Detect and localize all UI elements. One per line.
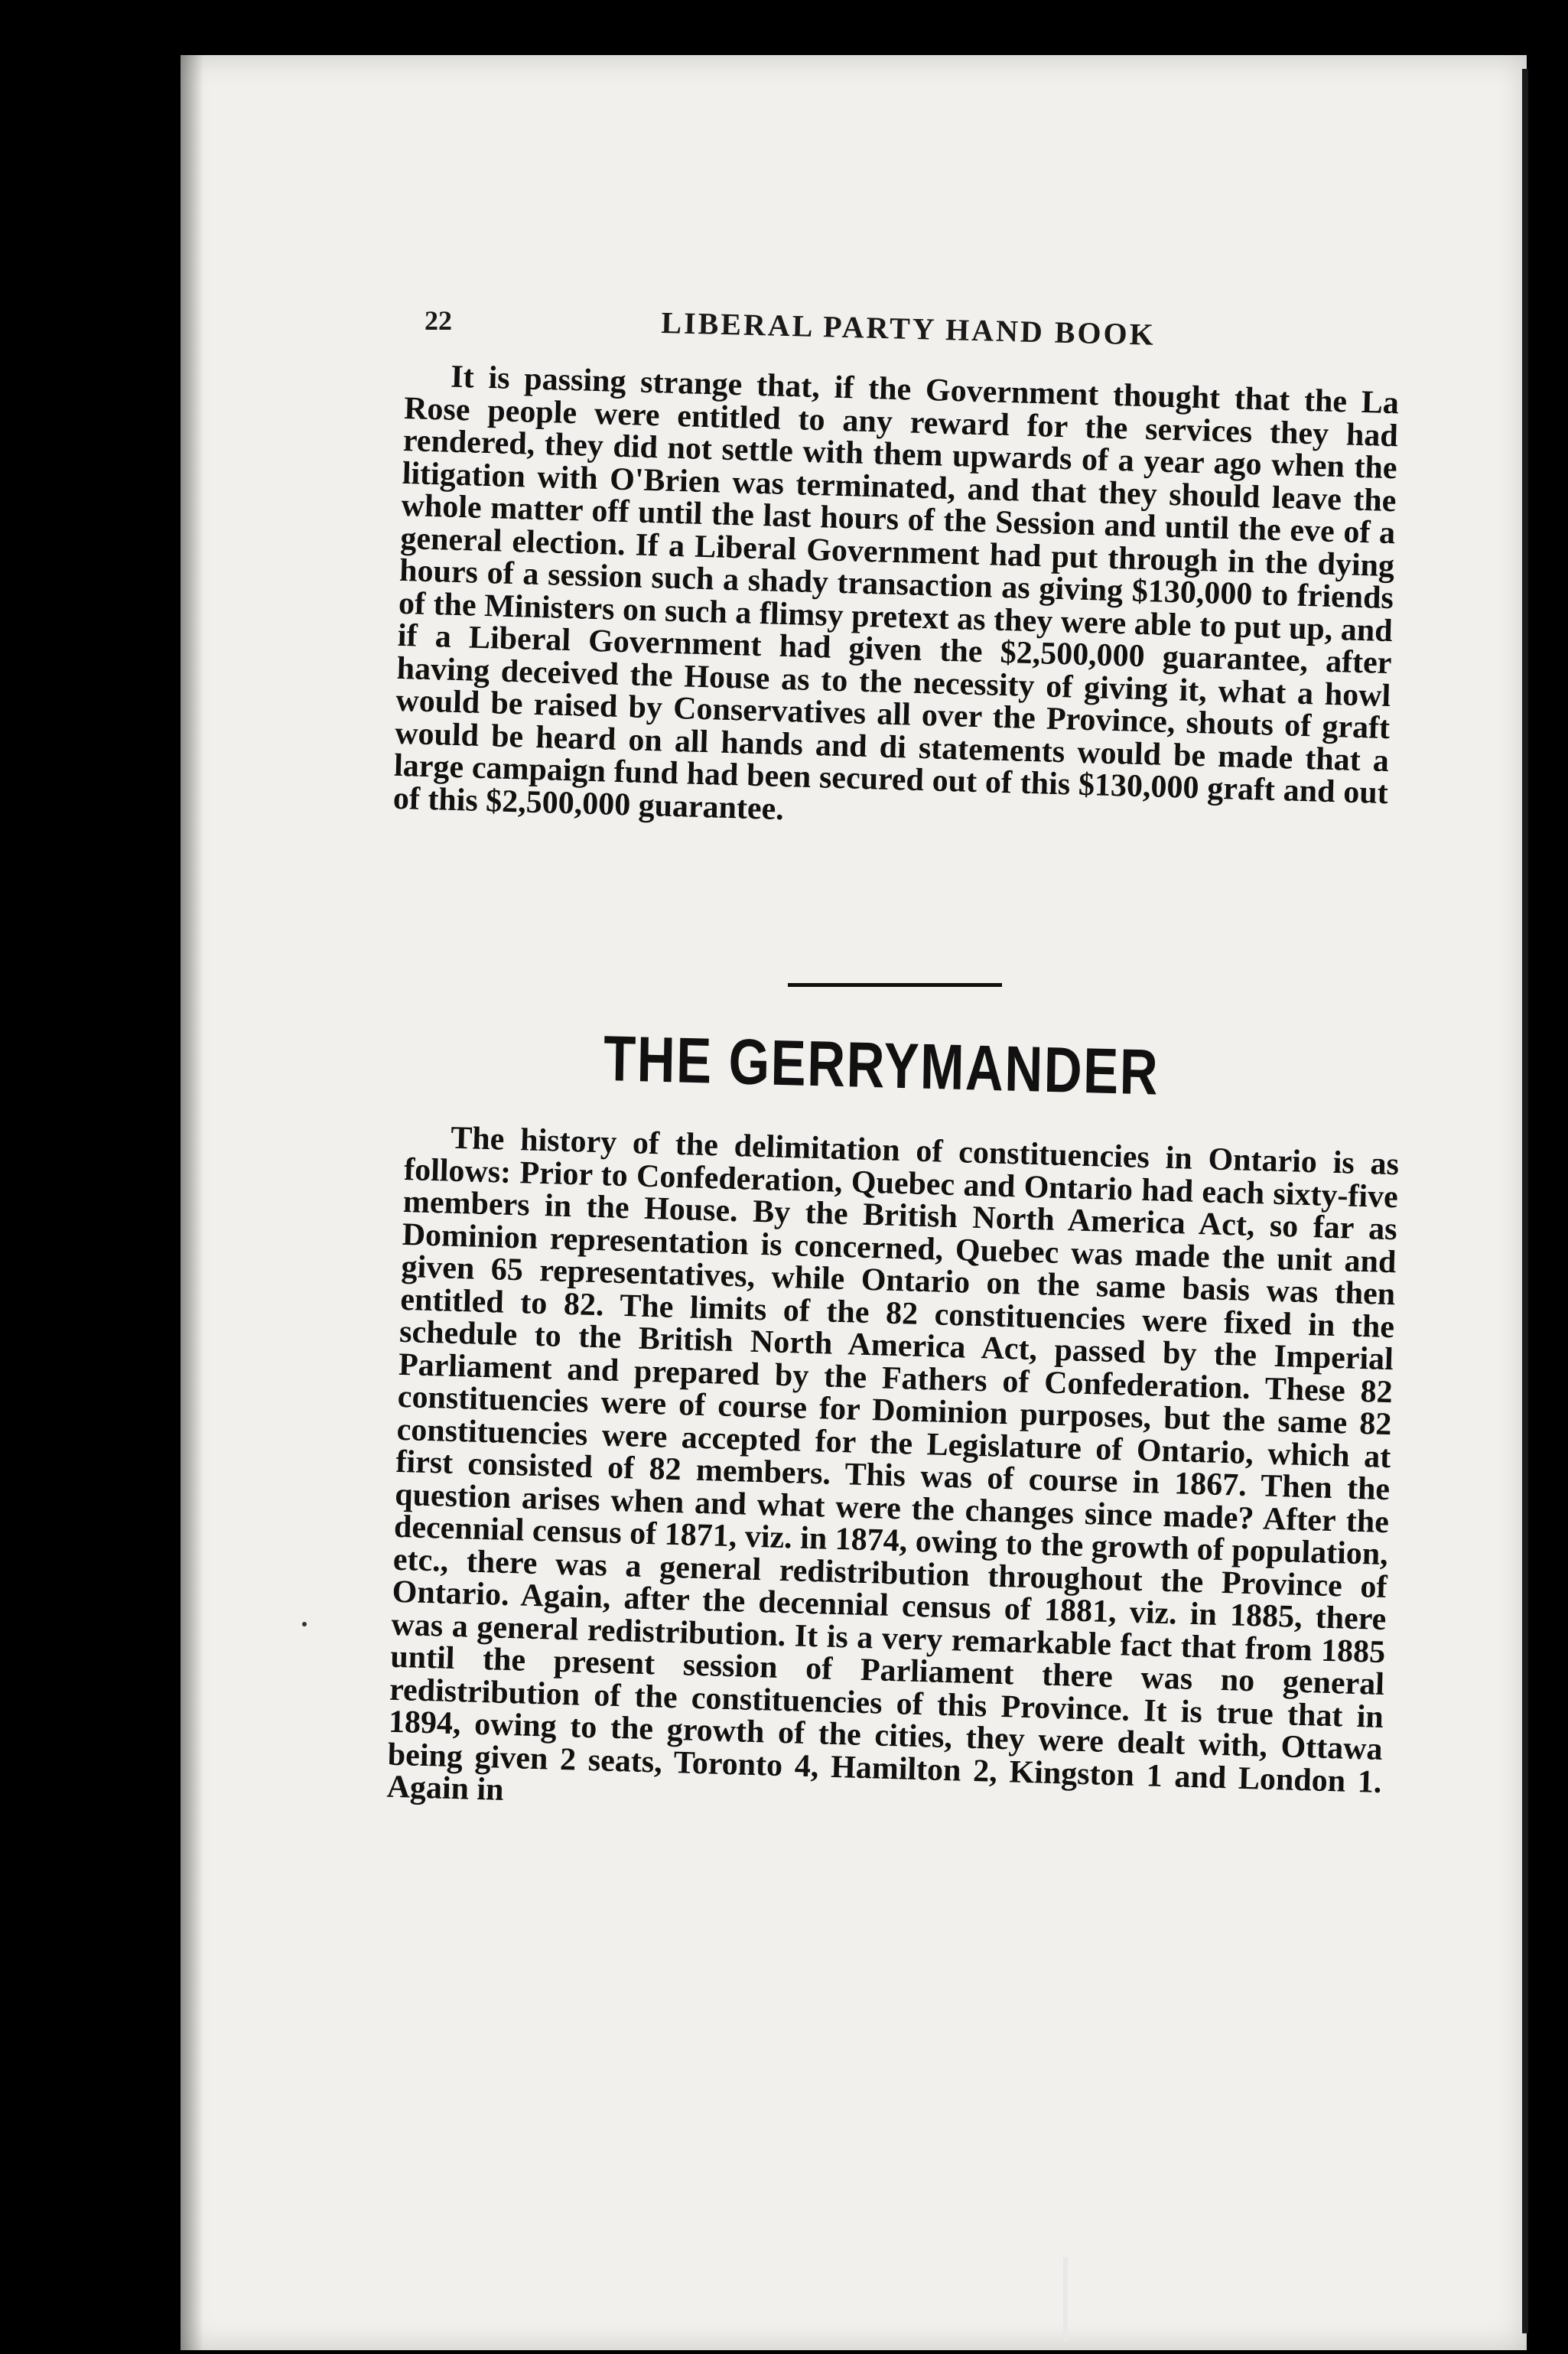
page-gutter-shadow — [181, 55, 203, 2350]
section-one-body — [392, 360, 1399, 842]
page-header — [425, 304, 1511, 350]
paragraph-la-rose: It is passing strange that, if the Government thought that the La Rose people were entitled to any reward for the services they had rendered, they did not settle with them upwards of a year ago when the litigation with O'Brien was terminated, and that they should leave the whole matter off until the last hours of the Session and until the eve of a general election. If a Liberal Government had put through in the dying hours of a session such a shady transaction as giving $130,000 to friends of the Ministers on such a flimsy pretext as they were able to put up, and if a Liberal Government had given the $2,500,000 guarantee, after having deceived the House as to the necessity of giving it, what a howl would be raised by Conservatives all over the Province, shouts of graft would be heard on all hands and di statements would be made that a large campaign fund had been secured out of this $130,000 graft and out of this $2,500,000 guarantee. — [392, 359, 1400, 827]
section-divider — [788, 983, 1002, 987]
page-number: 22 — [425, 305, 452, 336]
section-title: THE GERRYMANDER — [603, 1021, 1160, 1109]
margin-dot — [302, 1622, 307, 1626]
scan-mark — [1063, 2257, 1068, 2341]
page-right-edge — [1522, 69, 1528, 2333]
section-two-body — [386, 1121, 1399, 1831]
running-head: LIBERAL PARTY HAND BOOK — [660, 304, 1156, 352]
paragraph-gerrymander: The history of the delimitation of constituencies in Ontario is as follows: Prior to Confederation, Quebec and Ontario had each sixty-five members in the House. By the British North America Act, so far as Dominion representation is concerned, Quebec was made the unit and given 65 representatives, while Ontario on the same basis was then entitled to 82. The limits of the 82 constituencies were fixed in the schedule to the British North America Act, passed by the Imperial Parliament and prepared by the Fathers of Confederation. These 82 constituencies were of course for Dominion purposes, but the same 82 constituencies were accepted for the Legislature of Ontario, which at first consisted of 82 members. This was of course in 1867. Then the question arises when and what were the changes since made? After the decennial census of 1871, viz. in 1874, owing to the growth of population, etc., there was a general redistribution throughout the Province of Ontario. Again, after the decennial census of 1881, viz. in 1885, there was a general redistribution. It is a very remarkable fact that from 1885 until the present session of Parliament there was no general redistribution of the constituencies of this Province. It is true that in 1894, owing to the growth of the cities, they were dealt with, Ottawa being given 2 seats, Toronto 4, Hamilton 2, Kingston 1 and London 1. Again in — [386, 1120, 1400, 1808]
